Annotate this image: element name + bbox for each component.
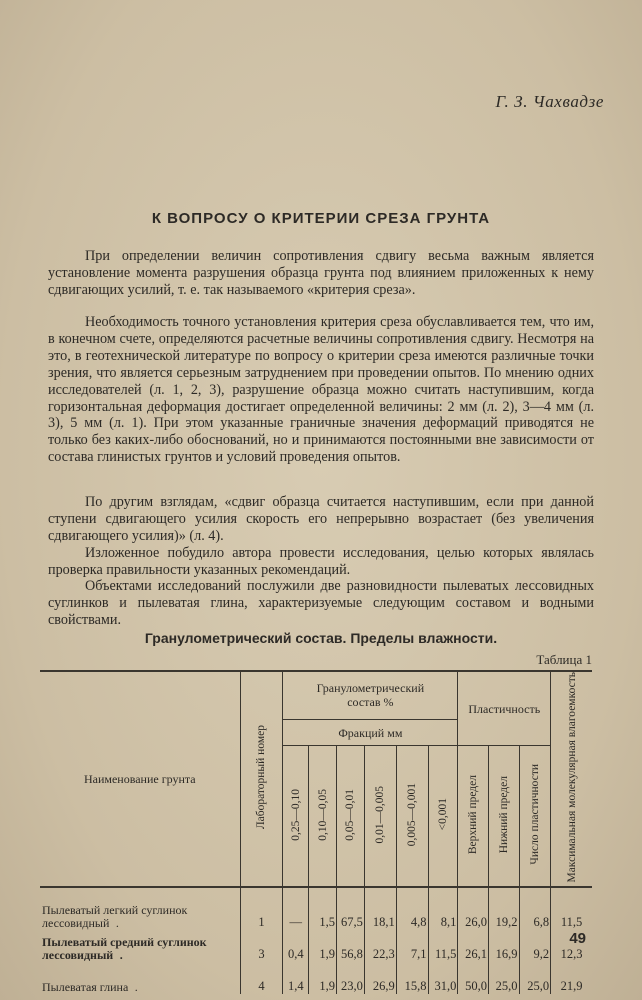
cell-value: 26,1	[458, 930, 489, 962]
header-plasticity-col: Нижний предел	[488, 746, 519, 887]
cell-value: 18,1	[364, 887, 396, 930]
paragraph-5: Объектами исследований послужили две разновидности пылеватых лессовидных суглинков и пылеватая глина, характеризуемые следующим составом и водными свойствами.	[48, 578, 594, 628]
row-lab: 1	[240, 887, 283, 930]
header-plasticity: Пластичность	[458, 671, 551, 746]
cell-value: 26,9	[364, 962, 396, 994]
cell-value: 25,0	[488, 962, 519, 994]
paragraph-4: Изложенное побудило автора провести исследования, целью которых являлась проверка правильности указанных рекомендаций.	[48, 545, 594, 578]
cell-value: 22,3	[364, 930, 396, 962]
header-granulometric: Гранулометрический состав %	[283, 671, 458, 719]
table-row	[40, 930, 592, 962]
cell-value: 0,4	[283, 930, 309, 962]
header-lab-number: Лабораторный номер	[240, 671, 283, 887]
table-row	[40, 887, 592, 930]
row-name: Пылеватый легкий суглинок лессовидный .	[40, 887, 240, 930]
cell-value: 11,5	[551, 887, 592, 930]
header-plasticity-col: Верхний предел	[458, 746, 489, 887]
row-name: Пылеватая глина .	[42, 979, 138, 994]
paragraph-2: Необходимость точного установления критерия среза обуславливается тем, что им, в конечном счете, определяются расчетные величины сопротивления сдвигу. Несмотря на это, в геотехнической литературе по вопросу о критерии среза имеются различные точки зрения, что является серьезным затруднением при проведении опытов. По мнению одних исследователей (л. 1, 2, 3), разрушение образца можно считать наступившим, когда горизонтальная деформация достигает определенной величины: 2 мм (л. 2), 3—4 мм (л. 3), 5 мм (л. 1). При этом указанные граничные значения деформаций приводятся не только без каких-либо обоснований, но и принимаются постоянными вне зависимости от состава глинистых грунтов и условий проведения опытов.	[48, 314, 594, 466]
table-title: Гранулометрический состав. Пределы влажности.	[144, 630, 498, 646]
cell-value: 50,0	[458, 962, 489, 994]
cell-value: 1,9	[309, 930, 337, 962]
row-name: Пылеватый средний суглинок лессовидный .	[42, 934, 207, 962]
cell-value: 31,0	[428, 962, 458, 994]
header-fraction-col: <0,001	[428, 746, 458, 887]
article-title: К ВОПРОСУ О КРИТЕРИИ СРЕЗА ГРУНТА	[151, 210, 491, 227]
cell-value: 11,5	[428, 930, 458, 962]
cell-value: 19,2	[488, 887, 519, 930]
paragraph-3: По другим взглядам, «сдвиг образца считается наступившим, если при данной ступени сдвигающего усилия скорость его непрерывно возрастает (без увеличения сдвигающего усилия)» (л. 4).	[48, 494, 594, 544]
cell-value: 4,8	[396, 887, 428, 930]
page-number: 49	[569, 930, 586, 947]
cell-value: 9,2	[519, 930, 551, 962]
header-fractions: Фракций мм	[283, 719, 458, 746]
header-max-moisture: Максимальная молекулярная влагоемкость	[551, 671, 592, 887]
cell-value: 15,8	[396, 962, 428, 994]
cell-value: 67,5	[336, 887, 364, 930]
row-lab: 4	[240, 962, 283, 994]
header-fraction-col: 0,25—0,10	[283, 746, 309, 887]
table-label: Таблица 1	[536, 652, 592, 667]
header-name: Наименование грунта	[40, 671, 240, 887]
cell-value: 25,0	[519, 962, 551, 994]
cell-value: 1,9	[309, 962, 337, 994]
cell-value: 23,0	[336, 962, 364, 994]
cell-value: 1,5	[309, 887, 337, 930]
granulometric-table	[40, 670, 592, 994]
cell-value: 7,1	[396, 930, 428, 962]
cell-value: 1,4	[283, 962, 309, 994]
header-fraction-col: 0,01—0,005	[364, 746, 396, 887]
cell-value: —	[283, 887, 309, 930]
header-fraction-col: 0,005—0,001	[396, 746, 428, 887]
cell-value: 6,8	[519, 887, 551, 930]
row-lab: 3	[240, 930, 283, 962]
cell-value: 12,3	[551, 930, 592, 962]
cell-value: 16,9	[488, 930, 519, 962]
cell-value: 21,9	[551, 962, 592, 994]
paragraph-1: При определении величин сопротивления сдвигу весьма важным является установление момента разрушения образца грунта под влиянием приложенных к нему сдвигающих усилий, т. е. так называемого «критерия среза».	[48, 248, 594, 298]
header-plasticity-col: Число пластичности	[519, 746, 551, 887]
header-fraction-col: 0,10—0,05	[309, 746, 337, 887]
cell-value: 8,1	[428, 887, 458, 930]
header-fraction-col: 0,05—0,01	[336, 746, 364, 887]
cell-value: 26,0	[458, 887, 489, 930]
table-row	[40, 962, 592, 994]
author-name: Г. З. Чахвадзе	[495, 92, 604, 111]
cell-value: 56,8	[336, 930, 364, 962]
